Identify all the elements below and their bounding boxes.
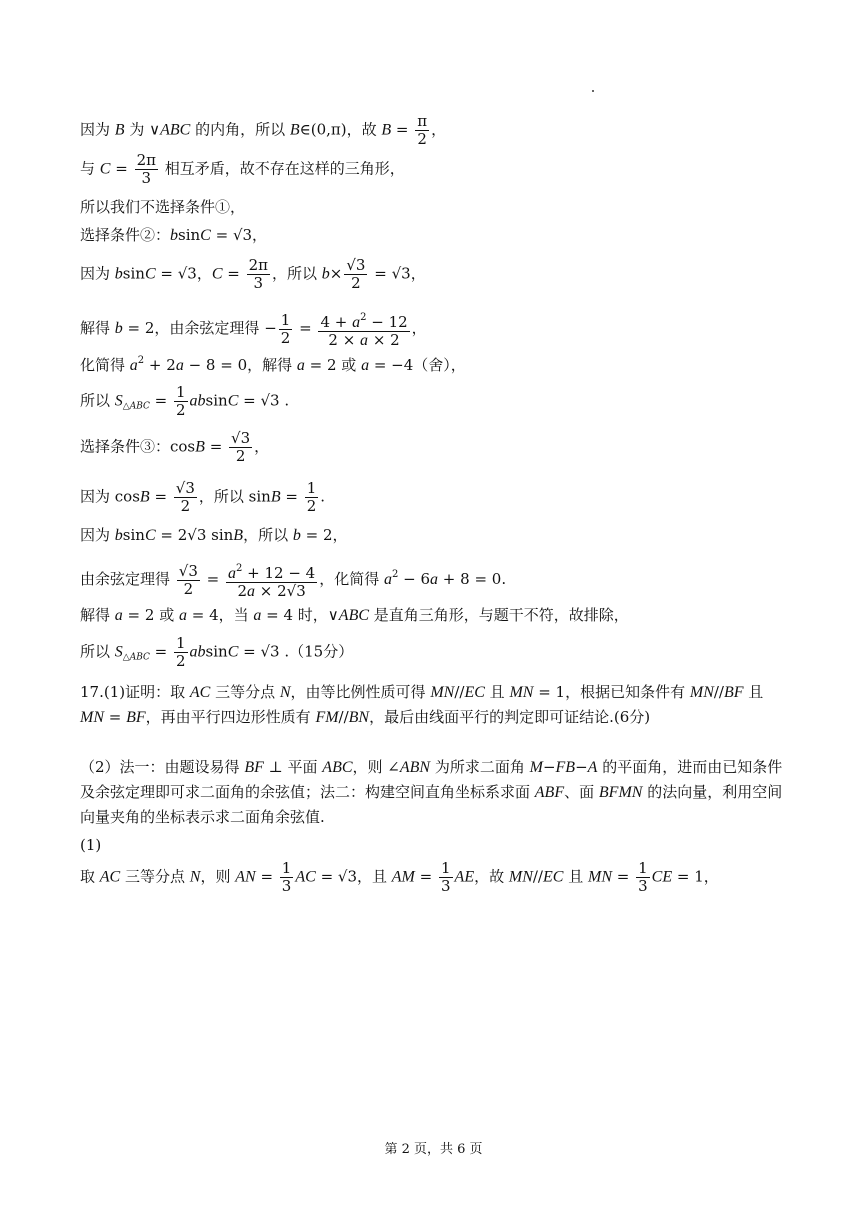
line-5: 因为 bsinC = √3，C = $\frac{2\pi}{3}$ ，所以 b× $\frac{√3}{2}$ = √3，	[80, 256, 426, 292]
stray-dot	[592, 90, 594, 92]
line-6: 解得 b = 2，由余弦定理得 − $\frac{1}{2}$ = $\frac{4 + a^2 - 12}{2 \times a \times 2}$ ，	[80, 310, 427, 349]
line-1: 因为 B 为 ∨ABC 的内角，所以 B∈(0,π)，故 B = $\frac{\pi}{2}$ ，	[80, 112, 447, 148]
line-18: 取 AC 三等分点 N，则 AN = $\frac{1}{3}$ AC = √3，且 AM = $\frac{1}{3}$ AE，故 MN//EC 且 MN = $\frac{1}{3}$ CE = 1，	[80, 859, 719, 895]
line-3: 所以我们不选择条件①，	[80, 198, 246, 216]
page-footer: 第 2 页，共 6 页	[384, 1142, 483, 1157]
line-9: 选择条件③：cosB = $\frac{√3}{2}$ ，	[80, 429, 270, 465]
line-13: 解得 a = 2 或 a = 4，当 a = 4 时，∨ABC 是直角三角形，与题干不符，故排除，	[80, 606, 629, 624]
line-8: 所以 $S_{\triangle ABC}$ = $\frac{1}{2}$ absinC = √3 .	[80, 383, 290, 419]
part-1-label: (1)	[80, 836, 102, 854]
line-14: 所以 $S_{\triangle ABC}$ = $\frac{1}{2}$ absinC = √3 .（15分）	[80, 634, 354, 670]
line-2: 与 C = $\frac{2\pi}{3}$ 相互矛盾，故不存在这样的三角形，	[80, 151, 405, 187]
line-7: 化简得 $a^2 + 2a - 8 = 0$，解得 a = 2 或 a = −4（舍），	[80, 355, 466, 374]
line-4: 选择条件②：bsinC = √3，	[80, 226, 268, 244]
line-10: 因为 cosB = $\frac{√3}{2}$ ，所以 sinB = $\frac{1}{2}$ .	[80, 479, 326, 515]
line-12: 由余弦定理得 $\frac{√3}{2}$ = $\frac{a^2 + 12 - 4}{2a \times 2√3}$ ，化简得 $a^2 - 6a + 8 = 0$.	[80, 561, 507, 600]
line-11: 因为 bsinC = 2√3 sinB，所以 b = 2，	[80, 526, 348, 544]
paragraph-17-2: （2）法一：由题设易得 BF ⊥ 平面 ABC，则 ∠ABN 为所求二面角 M−FB−A 的平面角，进而由已知条件及余弦定理即可求二面角的余弦值；法二：构建空间直角坐标系求面 ABF、面 BFMN 的法向量，利用空间向量夹角的坐标表示求二面角余弦值.	[80, 758, 783, 826]
paragraph-17-1: 17.(1)证明：取 AC 三等分点 N，由等比例性质可得 MN//EC 且 MN = 1，根据已知条件有 MN//BF 且 MN = BF，再由平行四边形性质有 FM//BN，最后由线面平行的判定即可证结论.(6分)	[80, 683, 764, 726]
